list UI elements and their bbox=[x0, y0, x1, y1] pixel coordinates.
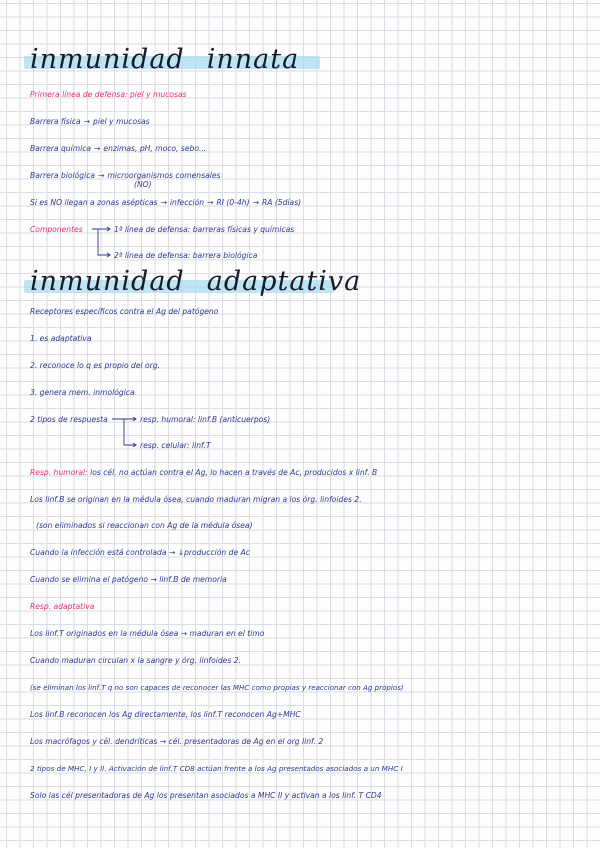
line-linfB-nota: (son eliminados si reaccionan con Ag de la médula ósea) bbox=[36, 521, 253, 530]
line-infeccion-controlada: Cuando la infección está controlada → ↓producción de Ac bbox=[30, 548, 250, 557]
line-patogeno-eliminado: Cuando se elimina el patógeno → linf.B de memoria bbox=[30, 575, 227, 584]
label: Barrera química bbox=[30, 144, 92, 153]
line-macrofagos: Los macrófagos y cél. dendríticas → cél. presentadoras de Ag en el org linf. 2 bbox=[30, 737, 324, 746]
text: enzimas, pH, moco, sebo... bbox=[103, 144, 207, 153]
line-barrera-biologica bbox=[30, 172, 220, 180]
biologica-note: (NO) bbox=[134, 180, 152, 189]
text-ri: RI (0-4h) bbox=[216, 198, 250, 207]
tipos-humoral: resp. humoral: linf.B (anticuerpos) bbox=[140, 415, 271, 424]
arrow-icon: → bbox=[94, 144, 101, 153]
line-item-3: 3. genera mem. inmológica bbox=[30, 388, 135, 397]
arrow-icon: → bbox=[207, 198, 214, 207]
tipos-bracket-icon bbox=[110, 415, 138, 449]
arrow-icon: → bbox=[160, 198, 167, 207]
heading-word-2: innata bbox=[206, 44, 300, 75]
heading-word-2: adaptativa bbox=[206, 266, 362, 297]
line-receptores: Receptores específicos contra el Ag del patógeno bbox=[30, 307, 219, 316]
line-barrera-fisica bbox=[30, 118, 150, 126]
humoral-text: los cél. no actúan contra el Ag, lo hacen a través de Ac, producidos x linf. B bbox=[90, 468, 378, 477]
arrow-icon: → bbox=[98, 171, 105, 180]
label: Barrera biológica bbox=[30, 171, 96, 180]
line-circulan: Cuando maduran circulan x la sangre y órg. linfoides 2. bbox=[30, 656, 241, 665]
componentes-label: Componentes bbox=[30, 225, 83, 234]
arrow-icon: → bbox=[252, 198, 259, 207]
line-resp-humoral bbox=[30, 469, 377, 477]
componentes-bracket-icon bbox=[90, 225, 112, 259]
tipos-celular: resp. celular: linf.T bbox=[140, 441, 211, 450]
componentes-1: 1ª línea de defensa: barreras físicas y químicas bbox=[114, 225, 295, 234]
line-tipos-respuesta: 2 tipos de respuesta bbox=[30, 415, 108, 424]
componentes-2: 2ª línea de defensa: barrera biológica bbox=[114, 251, 258, 260]
line-zonas-asepticas bbox=[30, 199, 301, 207]
humoral-label: Resp. humoral: bbox=[30, 468, 88, 477]
heading-inmunidad-innata bbox=[30, 46, 299, 73]
text-ra: RA (5días) bbox=[261, 198, 302, 207]
heading-inmunidad-adaptativa bbox=[30, 268, 361, 295]
line-linfB-origen: Los linf.B se originan en la médula ósea, cuando maduran migran a los órg. linfoides 2. bbox=[30, 495, 362, 504]
label: Si es NO llegan a zonas asépticas bbox=[30, 198, 158, 207]
line-barrera-quimica bbox=[30, 145, 206, 153]
heading-word-1: inmunidad bbox=[30, 266, 185, 297]
text: piel y mucosas bbox=[93, 117, 150, 126]
text: microorganismos comensales bbox=[107, 171, 221, 180]
subtitle-primera-linea: Primera línea de defensa: piel y mucosas bbox=[30, 90, 187, 99]
heading-word-1: inmunidad bbox=[30, 44, 185, 75]
text: infección bbox=[169, 198, 205, 207]
line-mhc: 2 tipos de MHC, I y II. Activación de linf.T CD8 actúan frente a los Ag presentados asociados a un MHC I bbox=[30, 764, 403, 773]
label: Barrera física bbox=[30, 117, 81, 126]
line-reconocen: Los linf.B reconocen los Ag directamente, los linf.T reconocen Ag+MHC bbox=[30, 710, 301, 719]
line-linfT-origen: Los linf.T originados en la médula ósea → maduran en el timo bbox=[30, 629, 265, 638]
line-item-1: 1. es adaptativa bbox=[30, 334, 92, 343]
resp-adaptativa-label: Resp. adaptativa bbox=[30, 602, 95, 611]
arrow-icon: → bbox=[83, 117, 91, 126]
line-eliminan: (se eliminan los linf.T q no son capaces de reconocer las MHC como propias y reaccionar con Ag propios) bbox=[30, 683, 404, 692]
line-item-2: 2. reconoce lo q es propio del org. bbox=[30, 361, 161, 370]
line-solo-presentadoras: Solo las cél presentadoras de Ag los presentan asociados a MHC II y activan a los linf. T CD4 bbox=[30, 791, 382, 800]
